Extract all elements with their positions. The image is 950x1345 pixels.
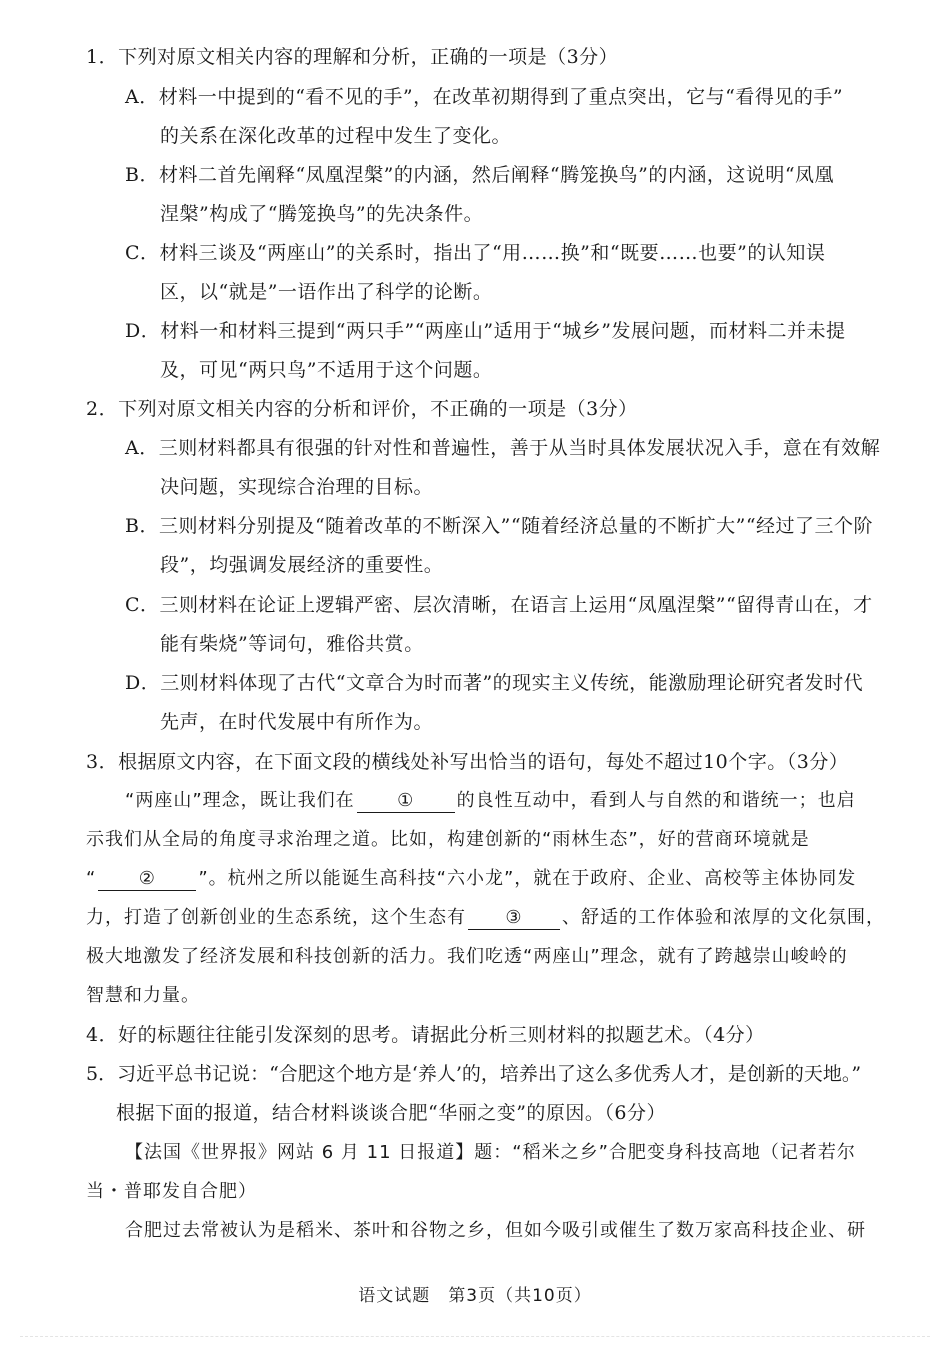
q4-stem: 4．好的标题往往能引发深刻的思考。请据此分析三则材料的拟题艺术。（4分） [86, 1024, 765, 1046]
q2-option-c-line2: 能有柴烧”等词句，雅俗共赏。 [160, 633, 424, 655]
q5-stem-line2: 根据下面的报道，结合材料谈谈合肥“华丽之变”的原因。（6分） [116, 1102, 667, 1124]
q3-passage-text: 的良性互动中，看到人与自然的和谐统一；也启 [456, 790, 856, 811]
q5-report-line1: 【法国《世界报》网站 6 月 11 日报道】题：“稻米之乡”合肥变身科技高地（记者若尔 [125, 1142, 856, 1163]
q5-stem-line1: 5．习近平总书记说：“合肥这个地方是‘养人’的，培养出了这么多优秀人才，是创新的天地。” [86, 1063, 862, 1085]
q3-passage-line4 [86, 905, 885, 931]
q3-passage-line1 [125, 788, 856, 814]
q3-passage-text: “两座山”理念，既让我们在 [125, 790, 355, 811]
q1-option-b-line2: 涅槃”构成了“腾笼换鸟”的先决条件。 [160, 203, 484, 225]
q3-passage-text: ”。杭州之所以能诞生高科技“六小龙”，就在于政府、企业、高校等主体协同发 [198, 868, 857, 889]
q2-option-b-line1: B．三则材料分别提及“随着改革的不断深入”“随着经济总量的不断扩大”“经过了三个阶 [125, 515, 874, 537]
q3-passage-line2: 示我们从全局的角度寻求治理之道。比如，构建创新的“雨林生态”，好的营商环境就是 [86, 829, 810, 850]
q3-passage-line3 [86, 866, 856, 892]
q3-passage-line5: 极大地激发了经济发展和科技创新的活力。我们吃透“两座山”理念，就有了跨越崇山峻岭的 [86, 946, 848, 967]
q1-option-c-line1: C．材料三谈及“两座山”的关系时，指出了“用……换”和“既要……也要”的认知误 [125, 242, 826, 264]
q3-stem: 3．根据原文内容，在下面文段的横线处补写出恰当的语句，每处不超过10个字。（3分） [86, 751, 849, 773]
q3-blank-3: ③ [468, 907, 560, 930]
page-bottom-divider [20, 1336, 930, 1337]
q1-option-d-line1: D．材料一和材料三提到“两只手”“两座山”适用于“城乡”发展问题，而材料二并未提 [125, 320, 846, 342]
q2-option-d-line1: D．三则材料体现了古代“文章合为时而著”的现实主义传统，能激励理论研究者发时代 [125, 672, 864, 694]
q3-blank-1: ① [357, 790, 455, 813]
q2-option-a-line1: A．三则材料都具有很强的针对性和普遍性，善于从当时具体发展状况入手，意在有效解 [125, 437, 881, 459]
q2-option-b-line2: 段”，均强调发展经济的重要性。 [160, 554, 444, 576]
q2-stem: 2．下列对原文相关内容的分析和评价，不正确的一项是（3分） [86, 398, 638, 420]
q3-passage-text: 、舒适的工作体验和浓厚的文化氛围， [562, 907, 885, 928]
q1-option-c-line2: 区，以“就是”一语作出了科学的论断。 [160, 281, 493, 303]
page-footer: 语文试题 第3页（共10页） [358, 1286, 592, 1306]
q3-blank-2: ② [98, 868, 196, 891]
q1-option-a-line1: A．材料一中提到的“看不见的手”，在改革初期得到了重点突出，它与“看得见的手” [125, 86, 844, 108]
q2-option-c-line1: C．三则材料在论证上逻辑严密、层次清晰，在语言上运用“凤凰涅槃”“留得青山在，才 [125, 594, 873, 616]
q1-option-d-line2: 及，可见“两只鸟”不适用于这个问题。 [160, 359, 493, 381]
q1-stem: 1．下列对原文相关内容的理解和分析，正确的一项是（3分） [86, 46, 619, 68]
q2-option-d-line2: 先声，在时代发展中有所作为。 [160, 711, 434, 733]
q5-report-line3: 合肥过去常被认为是稻米、茶叶和谷物之乡，但如今吸引或催生了数万家高科技企业、研 [125, 1220, 866, 1241]
q1-option-a-line2: 的关系在深化改革的过程中发生了变化。 [160, 125, 512, 147]
q3-passage-line6: 智慧和力量。 [86, 985, 200, 1006]
q1-option-b-line1: B．材料二首先阐释“凤凰涅槃”的内涵，然后阐释“腾笼换鸟”的内涵，这说明“凤凰 [125, 164, 835, 186]
q2-option-a-line2: 决问题，实现综合治理的目标。 [160, 476, 434, 498]
q5-report-line2: 当・普耶发自合肥） [86, 1181, 257, 1202]
q3-passage-text: “ [86, 868, 97, 889]
q3-passage-text: 力，打造了创新创业的生态系统，这个生态有 [86, 907, 466, 928]
